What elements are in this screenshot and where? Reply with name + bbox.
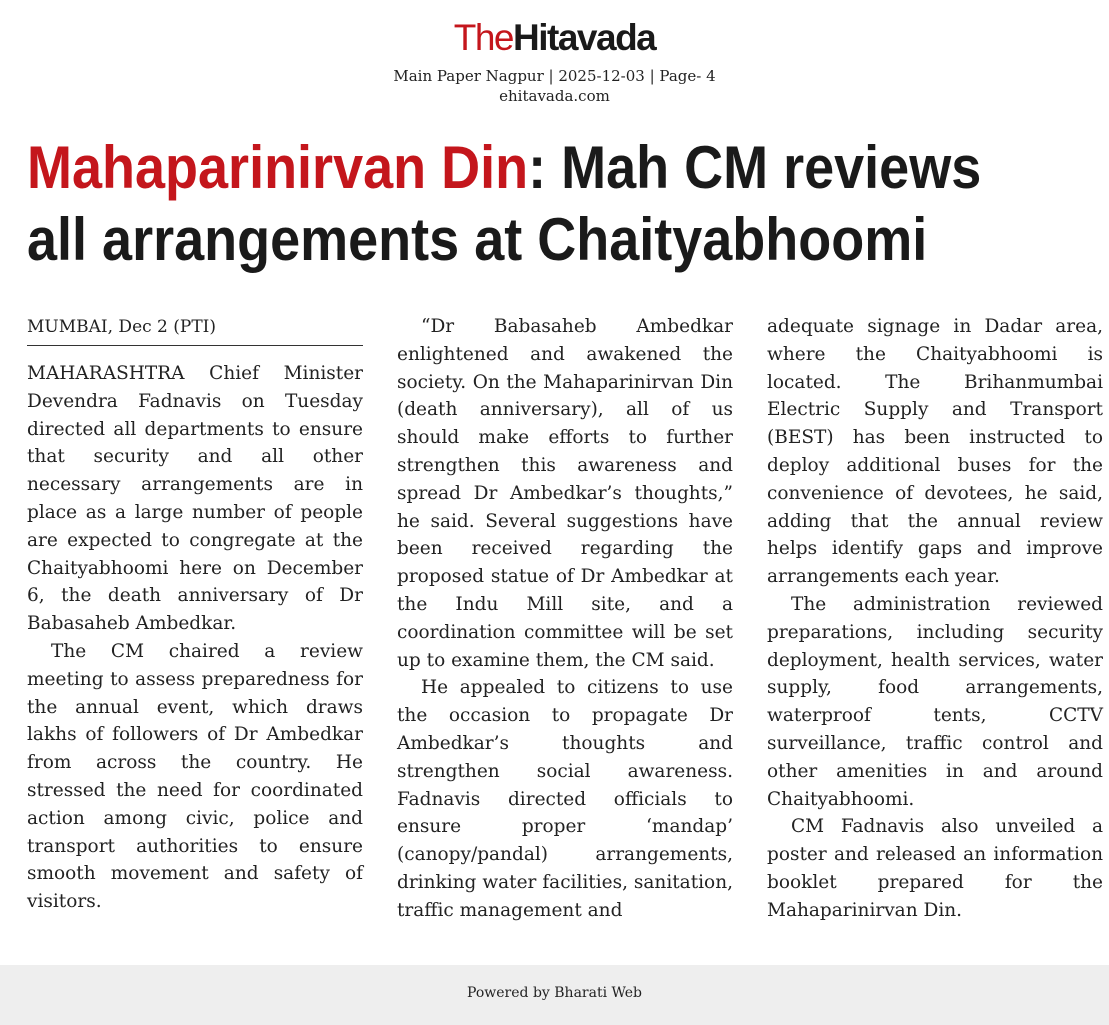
logo-the: The [453,17,514,58]
headline-highlight: Mahaparinirvan Din [27,134,529,201]
logo-name: Hitavada [513,17,656,58]
dateline: MUMBAI, Dec 2 (PTI) [27,313,363,346]
article-column-2 [397,313,733,925]
paragraph-2: The CM chaired a review meeting to assess preparedness for the annual event, which draws lakhs of followers of Dr Ambedkar from across the country. He stressed the need for coordinated action among civic, police and transport authorities to ensure smooth movement and safety of visitors. [27,640,363,913]
masthead [0,18,1109,106]
article-column-1 [27,313,363,916]
paragraph-4-continued: adequate signage in Dadar area, where the Chaityabhoomi is located. The Brihanmumbai Electric Supply and Transport (BEST) has been instructed to deploy additional buses for the convenience of devotees, he said, adding that the annual review helps identify gaps and improve arrangements each year. [767,316,1103,588]
footer [0,965,1109,1025]
paragraph-6: CM Fadnavis also unveiled a poster and released an information booklet prepared for the Mahaparinirvan Din. [767,816,1103,921]
edition-line: Main Paper Nagpur | 2025-12-03 | Page- 4 [393,67,716,85]
article-headline [27,132,990,276]
paragraph-5: The administration reviewed preparations, including security deployment, health services, water supply, food arrangements, waterproof tents, CCTV surveillance, traffic control and other amenities in and around Chaityabhoomi. [767,593,1103,810]
paragraph-3: “Dr Babasaheb Ambedkar enlightened and awakened the society. On the Mahaparinirvan Din (death anniversary), all of us should make efforts to further strengthen this awareness and spread Dr Ambedkar’s thoughts,” he said. Several suggestions have been received regarding the proposed statue of Dr Ambedkar at the Indu Mill site, and a coordination committee will be set up to examine them, the CM said. [397,316,733,671]
powered-by-link[interactable]: Powered by Bharati Web [467,985,642,1001]
paragraph-1: MAHARASHTRA Chief Minister Devendra Fadnavis on Tuesday directed all departments to ensure that security and all other necessary arrangements are in place as a large number of people are expected to congregate at the Chaityabhoomi here on December 6, the death anniversary of Dr Babasaheb Ambedkar. [27,363,363,635]
article-column-3 [767,313,1103,925]
paragraph-4: He appealed to citizens to use the occasion to propagate Dr Ambedkar’s thoughts and strengthen social awareness. Fadnavis directed officials to ensure proper ‘mandap’ (canopy/pandal) arrangements, drinking water facilities, sanitation, traffic management and [397,677,733,921]
newspaper-logo[interactable] [454,18,656,58]
headline-line1-rest: : Mah CM reviews [528,134,982,201]
website-link[interactable]: ehitavada.com [499,87,610,105]
headline-line2: all arrangements at Chaityabhoomi [27,206,928,273]
